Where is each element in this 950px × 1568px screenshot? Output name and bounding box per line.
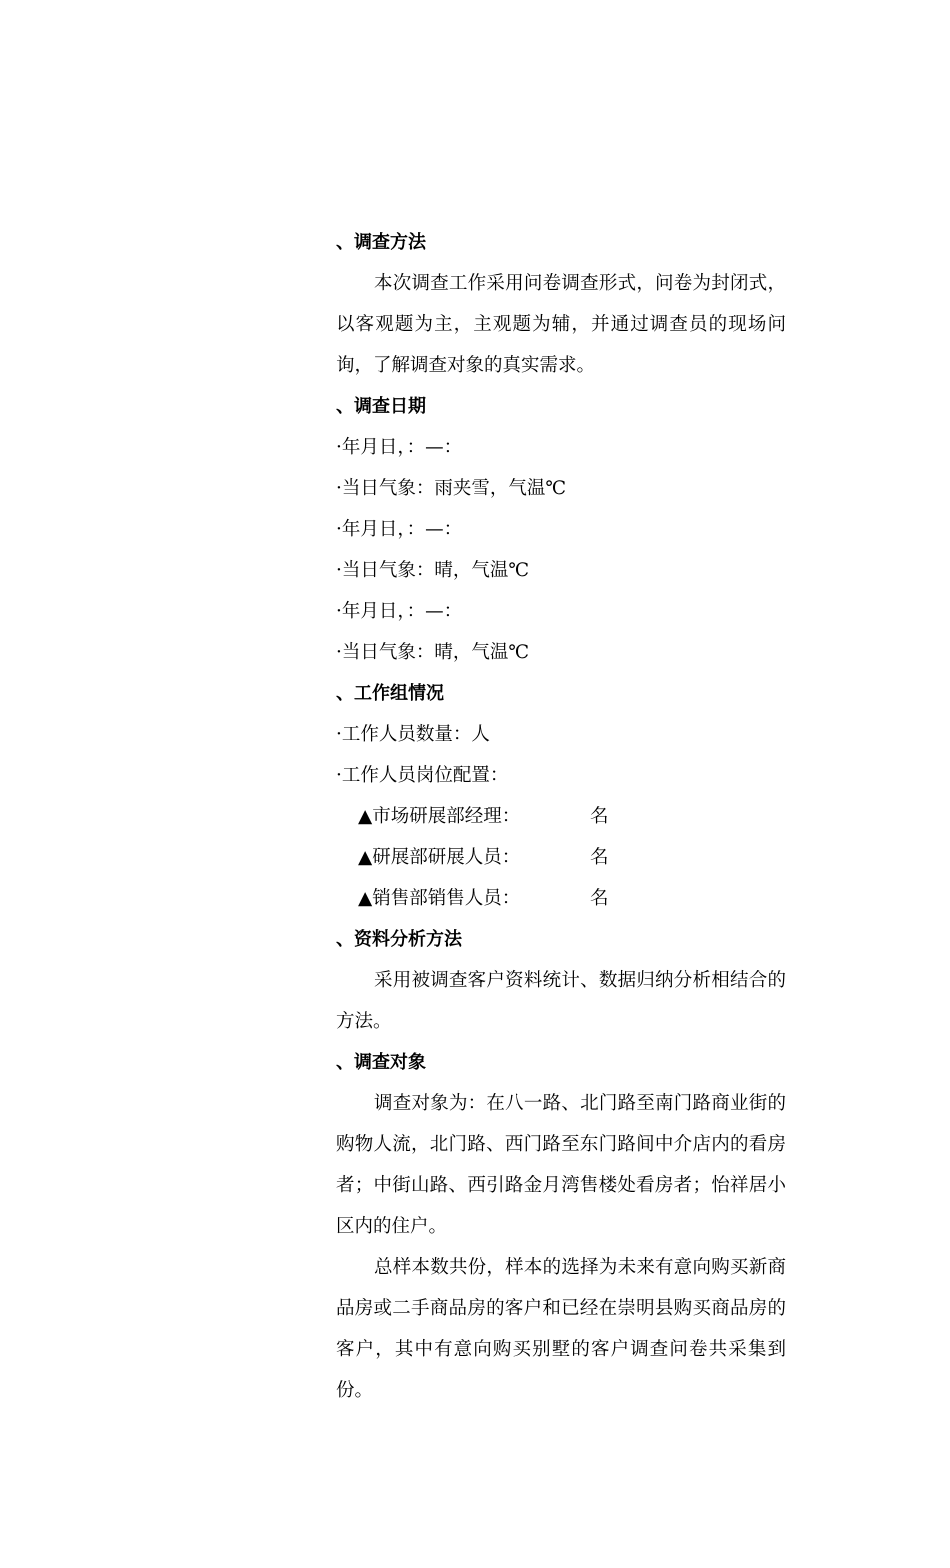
weather-line: ·当日气象：雨夹雪，气温℃ <box>336 478 567 499</box>
section-heading-analysis: 、资料分析方法 <box>336 929 462 950</box>
date-line: ·年月日，：—： <box>336 519 463 540</box>
staff-role: ▲销售部销售人员： <box>358 888 521 909</box>
date-line: ·年月日，：—： <box>336 437 463 458</box>
method-paragraph: 本次调查工作采用问卷调查形式，问卷为封闭式，以客观题为主，主观题为辅，并通过调查员的现场问询，了解调查对象的真实需求。 <box>336 273 786 376</box>
weather-line: ·当日气象：晴，气温℃ <box>336 560 530 581</box>
staff-count-line: ·工作人员数量：人 <box>336 724 490 745</box>
staff-row <box>336 796 786 837</box>
staff-config-line: ·工作人员岗位配置： <box>336 765 509 786</box>
subjects-paragraph: 调查对象为：在八一路、北门路至南门路商业街的购物人流，北门路、西门路至东门路间中介店内的看房者；中街山路、西引路金月湾售楼处看房者；怡祥居小区内的住户。 <box>336 1093 786 1237</box>
section-heading-subjects: 、调查对象 <box>336 1052 426 1073</box>
sample-paragraph: 总样本数共份，样本的选择为未来有意向购买新商品房或二手商品房的客户和已经在崇明县购买商品房的客户，其中有意向购买别墅的客户调查问卷共采集到份。 <box>336 1257 786 1401</box>
staff-unit: 名 <box>590 888 609 909</box>
staff-row <box>336 837 786 878</box>
section-heading-dates: 、调查日期 <box>336 396 426 417</box>
weather-line: ·当日气象：晴，气温℃ <box>336 642 530 663</box>
staff-role: ▲研展部研展人员： <box>358 847 521 868</box>
document-page <box>336 222 786 1411</box>
date-line: ·年月日，：—： <box>336 601 463 622</box>
section-heading-team: 、工作组情况 <box>336 683 444 704</box>
section-heading-method: 、调查方法 <box>336 232 426 253</box>
staff-unit: 名 <box>590 847 609 868</box>
staff-unit: 名 <box>590 806 609 827</box>
staff-role: ▲市场研展部经理： <box>358 806 521 827</box>
analysis-paragraph: 采用被调查客户资料统计、数据归纳分析相结合的方法。 <box>336 970 786 1032</box>
staff-row <box>336 878 786 919</box>
